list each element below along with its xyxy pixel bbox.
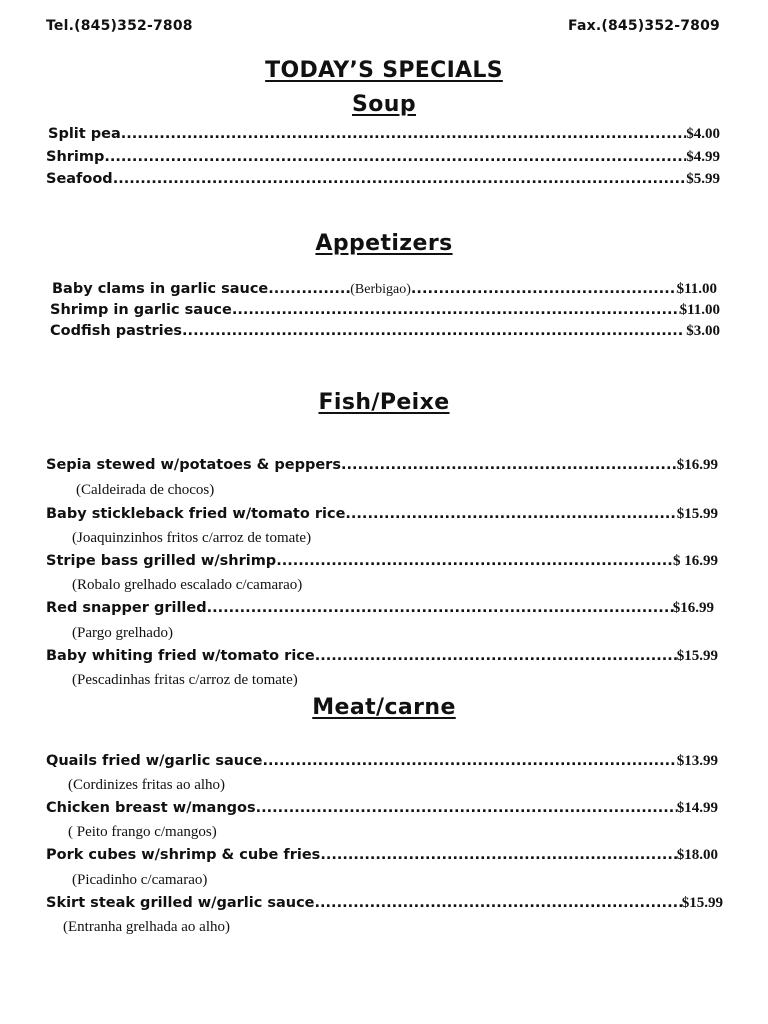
item-price: $15.99 [676,506,718,522]
item-note: (Berbigao) [350,282,411,297]
item-price: $14.99 [676,800,718,816]
item-translation: (Caldeirada de chocos) [76,482,215,498]
item-translation: (Pescadinhas fritas c/arroz de tomate) [72,672,298,688]
menu-item [46,171,720,188]
item-price: $5.99 [686,171,720,187]
fax-number: Fax.(845)352-7809 [568,18,720,34]
telephone-number: Tel.(845)352-7808 [46,18,193,34]
menu-item [48,126,720,143]
item-price: $11.00 [679,302,720,318]
dot-leader [268,281,350,297]
item-price: $3.00 [682,323,720,339]
item-name: Shrimp [46,149,105,165]
item-name: Pork cubes w/shrimp & cube fries [46,847,321,863]
item-name: Baby whiting fried w/tomato rice [46,648,315,664]
menu-item [46,457,718,474]
item-price: $16.99 [676,457,718,473]
menu-item [46,895,723,912]
item-name: Baby stickleback fried w/tomato rice [46,506,346,522]
item-price: $4.99 [686,149,720,165]
section-heading-meat: Meat/carne [312,695,456,720]
item-translation: (Picadinho c/camarao) [72,872,208,888]
dot-leader [207,600,673,616]
item-price: $ 16.99 [673,553,718,569]
item-price: $11.00 [676,281,717,297]
item-price: $15.99 [681,895,723,911]
item-name: Quails fried w/garlic sauce [46,753,263,769]
dot-leader [345,506,676,522]
menu-item [46,149,720,166]
item-price: $18.00 [676,847,718,863]
dot-leader [232,302,680,318]
menu-item [46,648,718,665]
menu-item [46,506,718,523]
item-name: Red snapper grilled [46,600,207,616]
dot-leader [104,149,686,165]
item-price: $15.99 [676,648,718,664]
item-translation: ( Peito frango c/mangos) [68,824,217,840]
section-heading-fish: Fish/Peixe [318,390,450,415]
dot-leader [320,847,676,863]
item-name: Skirt steak grilled w/garlic sauce [46,895,315,911]
dot-leader [121,126,687,142]
item-translation: (Joaquinzinhos fritos c/arroz de tomate) [72,530,312,546]
dot-leader [276,553,673,569]
menu-item [46,753,718,770]
dot-leader [182,323,682,339]
dot-leader [256,800,677,816]
section-heading-appetizers: Appetizers [315,231,453,256]
item-name: Seafood [46,171,113,187]
dot-leader [263,753,677,769]
item-translation: (Robalo grelhado escalado c/camarao) [72,577,303,593]
menu-item [46,553,718,570]
item-translation: (Cordinizes fritas ao alho) [68,777,226,793]
item-name: Sepia stewed w/potatoes & peppers [46,457,341,473]
item-name: Codfish pastries [50,323,183,339]
item-name: Chicken breast w/mangos [46,800,256,816]
item-price: $16.99 [672,600,714,616]
menu-item [46,800,718,817]
menu-item [46,600,714,617]
section-heading-soup: Soup [352,92,416,117]
menu-item [50,323,720,340]
dot-leader [315,895,682,911]
item-name: Baby clams in garlic sauce [52,281,269,297]
dot-leader [113,171,687,187]
menu-item [46,847,718,864]
menu-item [52,281,717,298]
item-translation: (Pargo grelhado) [72,625,173,641]
item-name: Shrimp in garlic sauce [50,302,232,318]
item-price: $13.99 [676,753,718,769]
item-name: Stripe bass grilled w/shrimp [46,553,277,569]
dot-leader [315,648,677,664]
dot-leader [411,281,677,297]
page-title: TODAY’S SPECIALS [265,58,503,83]
item-price: $4.00 [686,126,720,142]
dot-leader [341,457,677,473]
item-translation: (Entranha grelhada ao alho) [63,919,230,935]
item-name: Split pea [48,126,121,142]
menu-item [50,302,720,319]
